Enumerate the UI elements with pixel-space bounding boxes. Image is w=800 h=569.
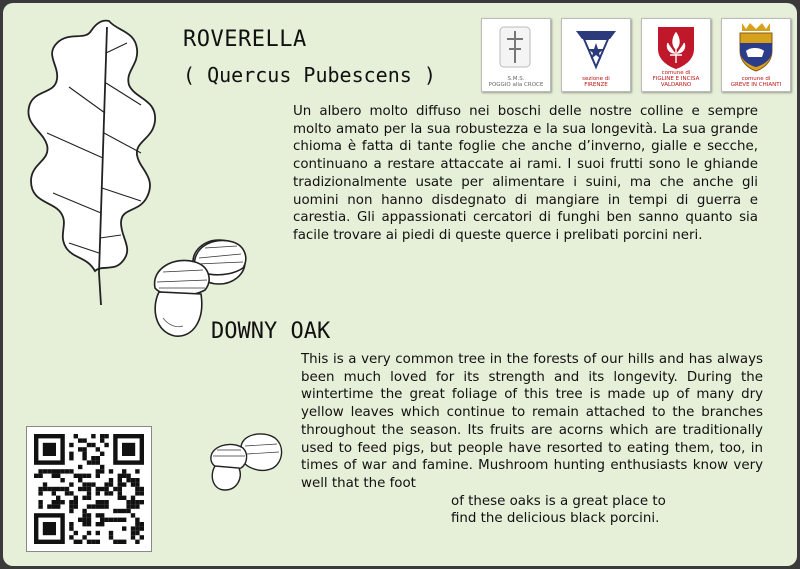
logo-caption: GREVE IN CHIANTI [730, 82, 782, 88]
acorn-illustration-small [203, 428, 288, 498]
logo-cai-firenze [561, 18, 631, 92]
title-english: DOWNY OAK [211, 319, 331, 344]
description-english-main: This is a very common tree in the forests of our hills and has always been much loved for its strength and its longevity. During the wintertime the great foliage of this tree is made up of many dry yellow leaves which continue to remain attached to the branches throughout the season. Its fruits are acorns which are traditionally used to feed pigs, but people have resorted to eating them, too, in times of war and famine. Mushroom hunting enthusiasts know very well that the foot [301, 352, 763, 491]
logo-figline-incisa [641, 18, 711, 92]
logo-sms-poggio [481, 18, 551, 92]
logo-caption: sezione di [582, 76, 610, 82]
qr-code[interactable] [26, 426, 152, 552]
logo-caption: FIGLINE E INCISA VALDARNO [652, 76, 700, 88]
description-english [301, 351, 763, 528]
logo-caption: comune di [741, 76, 771, 82]
title-italian: ROVERELLA [183, 27, 307, 52]
crowned-shield-icon [722, 19, 790, 75]
cross-emblem-icon [482, 19, 550, 75]
description-italian: Un albero molto diffuso nei boschi delle nostre colline e sempre molto amato per la sua robustezza e la sua longevità. La sua grande chioma è fatta di tante foglie che anche d’inverno, gialle e secche, continuano a restare attaccate ai rami. I suoi frutti sono le ghiande tradizionalmente usate per alimentare i suini, ma che anche gli uomini non hanno disdegnato di mangiare in tempi di guerra e carestia. Gli appassionati cercatori di funghi ben sanno quanto sia facile trovare ai piedi di queste querce i prelibati porcini neri. [293, 104, 758, 243]
fleur-de-lis-shield-icon [642, 19, 710, 75]
description-english-tail-1: of these oaks is a great place to [451, 493, 666, 509]
info-card [3, 3, 797, 566]
latin-name: ( Quercus Pubescens ) [183, 63, 436, 87]
logo-caption: S.M.S. [507, 76, 525, 82]
logo-caption: FIRENZE [584, 82, 608, 88]
logo-greve-chianti [721, 18, 791, 92]
description-english-tail-2: find the delicious black porcini. [451, 511, 660, 527]
qr-code-icon [27, 427, 151, 551]
logo-caption: comune di [661, 70, 691, 76]
logo-caption: POGGIO alla CROCE [488, 82, 544, 88]
star-shield-icon [562, 19, 630, 75]
